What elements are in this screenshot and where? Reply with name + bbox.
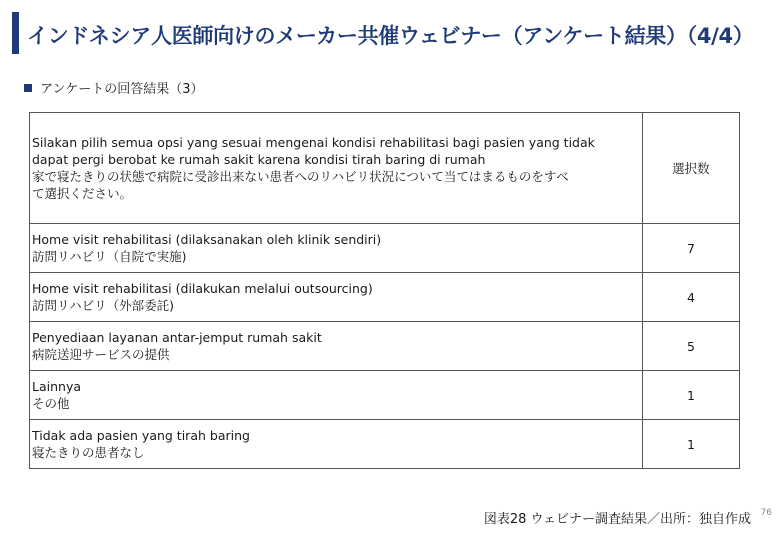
section-subtitle <box>24 78 204 97</box>
option-label-id: Home visit rehabilitasi (dilaksanakan oleh klinik sendiri) <box>32 232 382 247</box>
option-label-ja: その他 <box>32 396 70 411</box>
option-count: 1 <box>642 420 739 469</box>
table-row <box>30 371 740 420</box>
option-label-ja: 寝たきりの患者なし <box>32 445 145 460</box>
square-bullet-icon <box>24 84 32 92</box>
option-cell <box>30 273 643 322</box>
option-label-id: Lainnya <box>32 379 81 394</box>
page-number: 76 <box>760 508 772 518</box>
question-line: dapat pergi berobat ke rumah sakit karena kondisi tirah baring di rumah <box>32 152 486 167</box>
question-cell <box>30 113 643 224</box>
title-accent-bar <box>12 12 19 54</box>
option-count: 5 <box>642 322 739 371</box>
option-label-id: Penyediaan layanan antar-jemput rumah sakit <box>32 330 322 345</box>
option-label-id: Tidak ada pasien yang tirah baring <box>32 428 250 443</box>
option-label-id: Home visit rehabilitasi (dilakukan melalui outsourcing) <box>32 281 373 296</box>
table-row <box>30 322 740 371</box>
option-label-ja: 病院送迎サービスの提供 <box>32 347 170 362</box>
page-title: インドネシア人医師向けのメーカー共催ウェビナー（アンケート結果）（4/4） <box>27 24 754 48</box>
table-header-row <box>30 113 740 224</box>
table-row <box>30 273 740 322</box>
section-subtitle-text: アンケートの回答結果（3） <box>40 82 204 97</box>
option-count: 1 <box>642 371 739 420</box>
question-line: 家で寝たきりの状態で病院に受診出来ない患者へのリハビリ状況について当てはまるものをすべ <box>32 169 569 184</box>
option-cell <box>30 224 643 273</box>
count-header-cell: 選択数 <box>642 113 739 224</box>
option-label-ja: 訪問リハビリ（外部委託) <box>32 298 175 313</box>
option-cell <box>30 371 643 420</box>
question-line: Silakan pilih semua opsi yang sesuai mengenai kondisi rehabilitasi bagi pasien yang tidak <box>32 135 595 150</box>
option-label-ja: 訪問リハビリ（自院で実施) <box>32 249 187 264</box>
option-count: 4 <box>642 273 739 322</box>
survey-results-table <box>29 112 740 469</box>
option-cell <box>30 420 643 469</box>
option-count: 7 <box>642 224 739 273</box>
table-row <box>30 420 740 469</box>
question-line: て選択ください。 <box>32 186 133 201</box>
option-cell <box>30 322 643 371</box>
table-row <box>30 224 740 273</box>
figure-caption: 図表28 ウェビナー調査結果／出所：独自作成 <box>483 512 751 527</box>
